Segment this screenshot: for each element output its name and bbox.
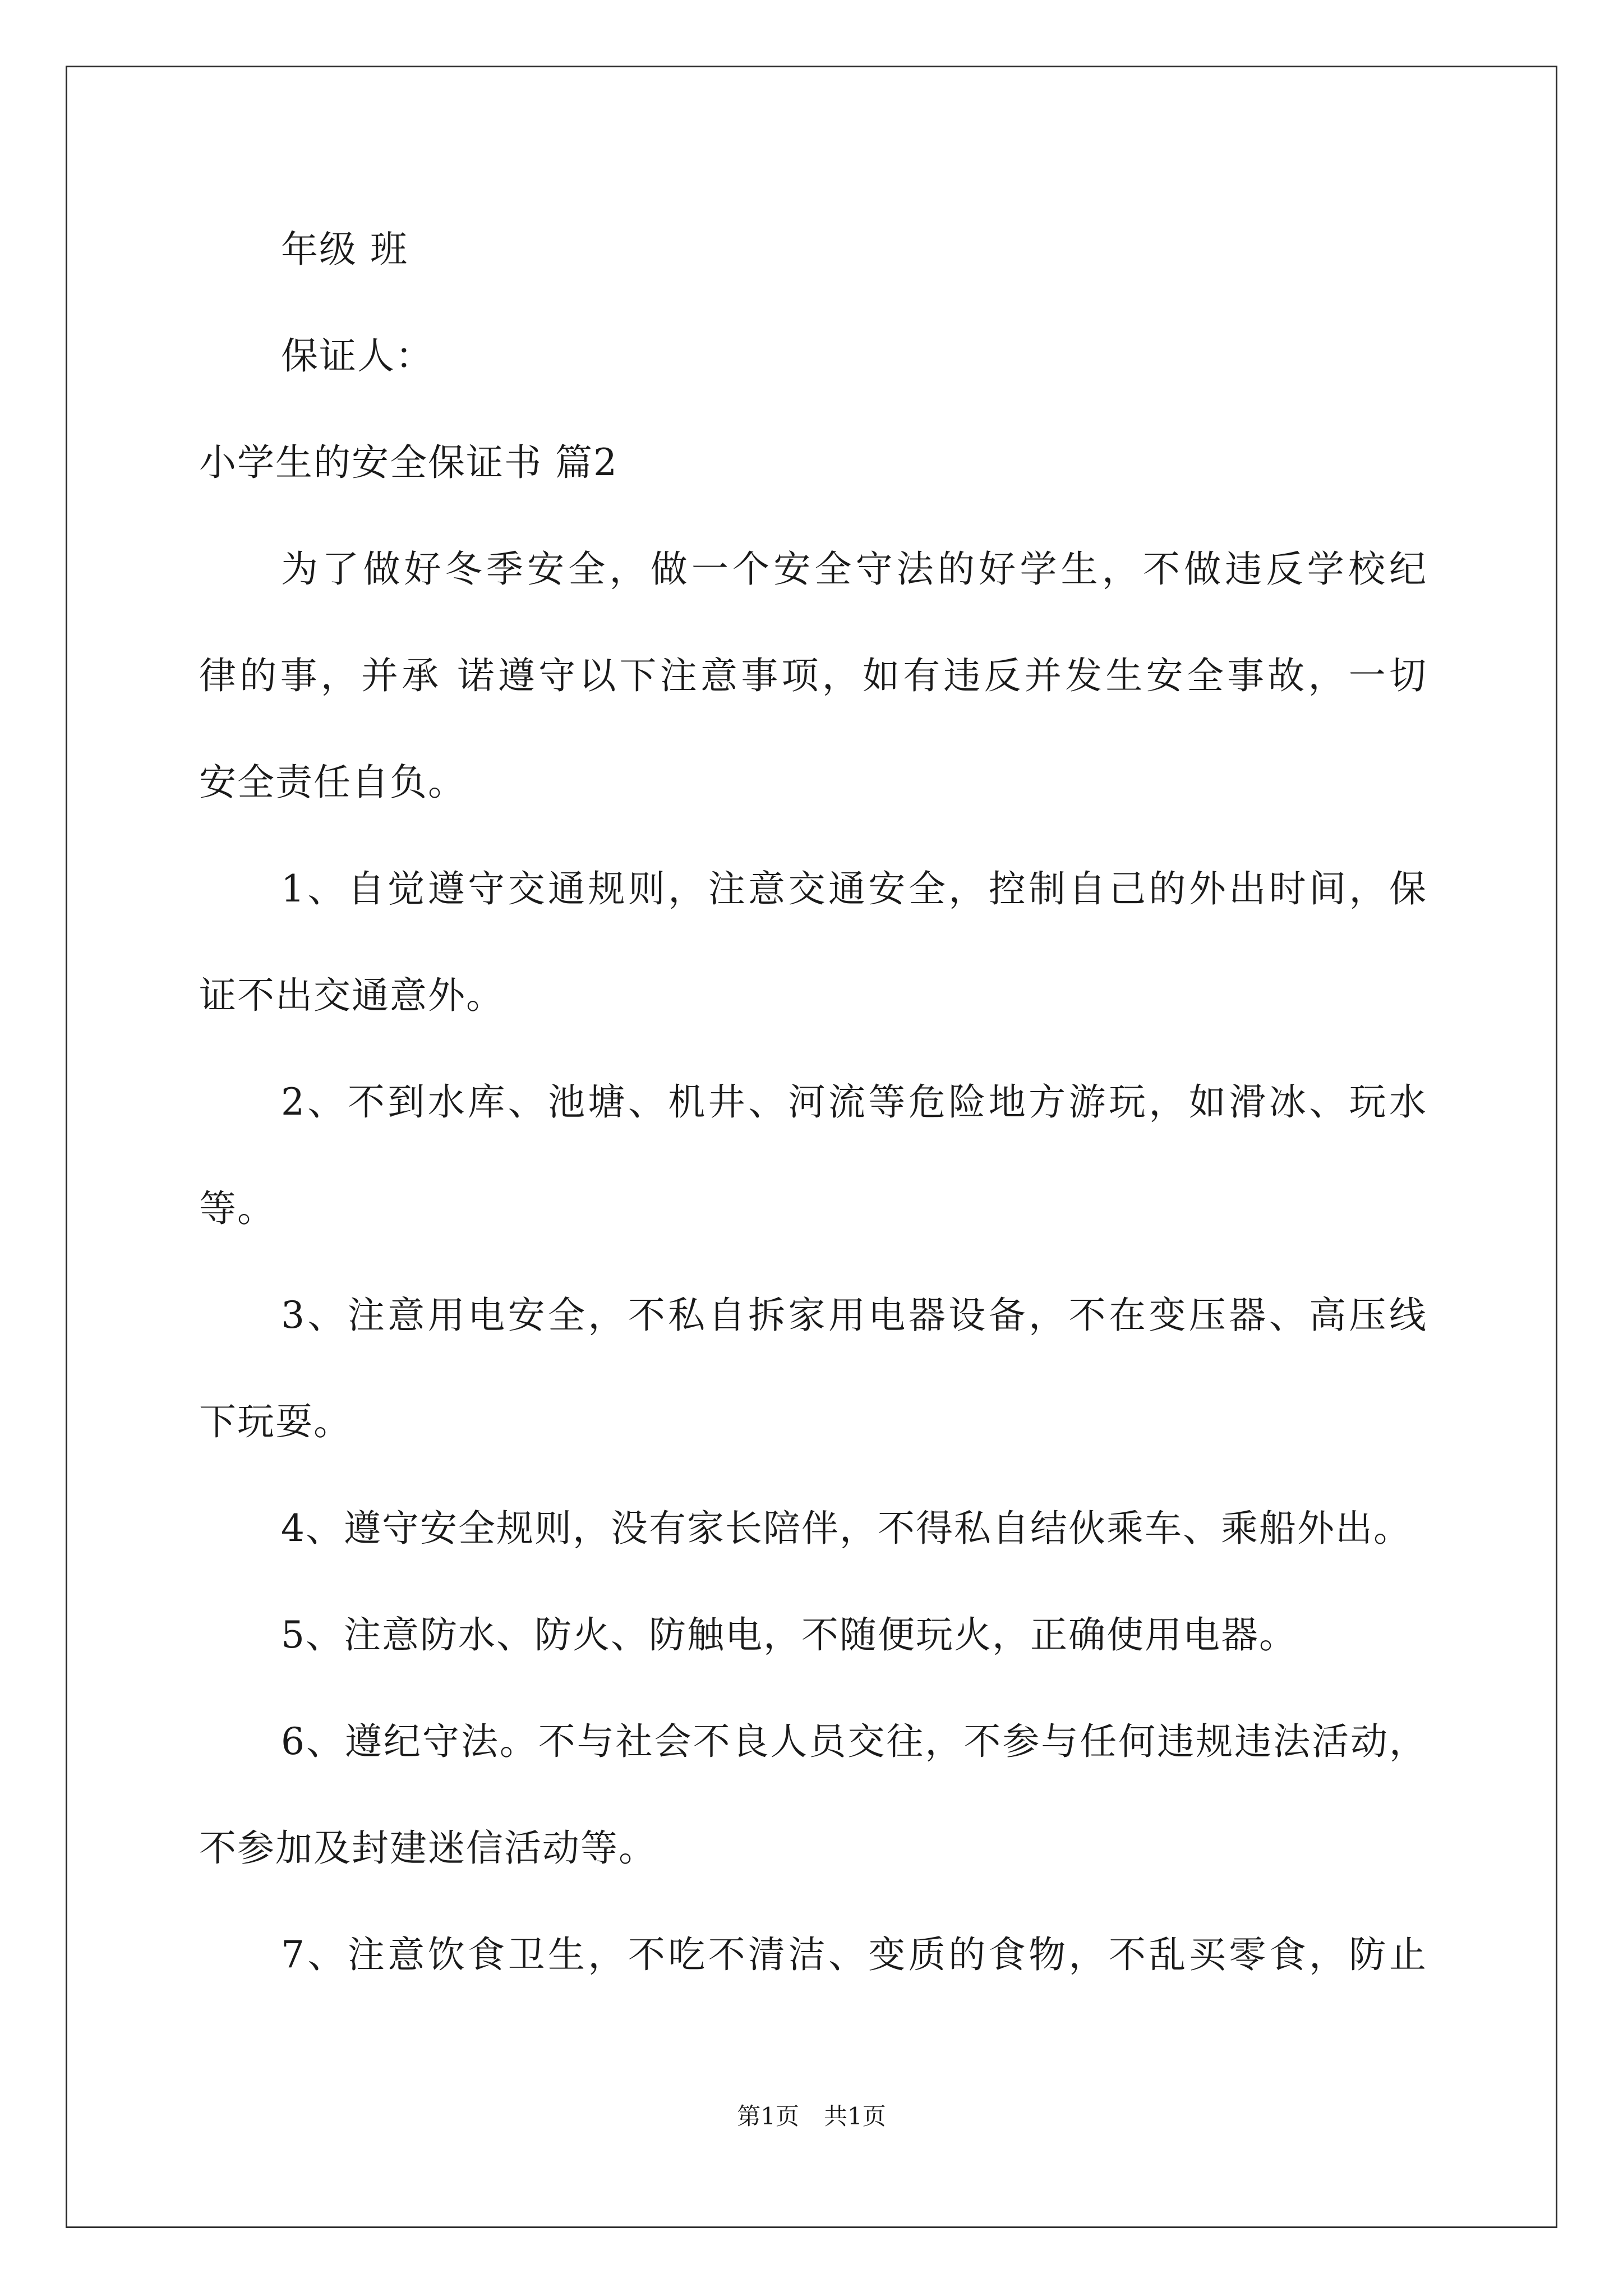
paragraph-line: 下玩耍。: [199, 1400, 352, 1443]
page-border: [66, 66, 1557, 2228]
guarantor-line: 保证人：: [281, 334, 434, 378]
paragraph-line: 3、注意用电安全，不私自拆家用电器设备，不在变压器、高压线: [281, 1294, 1427, 1337]
paragraph-line: 为了做好冬季安全，做一个安全守法的好学生，不做违反学校纪: [281, 547, 1427, 591]
paragraph-line: 等。: [199, 1187, 275, 1230]
page-footer: [0, 2102, 1623, 2131]
paragraph-line: 1、自觉遵守交通规则，注意交通安全，控制自己的外出时间，保: [281, 867, 1427, 910]
paragraph-line: 2、不到水库、池塘、机井、河流等危险地方游玩，如滑冰、玩水: [281, 1080, 1427, 1124]
paragraph-line: 7、注意饮食卫生，不吃不清洁、变质的食物，不乱买零食，防止: [281, 1933, 1427, 1976]
paragraph-line: 不参加及封建迷信活动等。: [199, 1826, 657, 1870]
paragraph-line: 4、遵守安全规则，没有家长陪伴，不得私自结伙乘车、乘船外出。: [281, 1507, 1412, 1550]
section-title: 小学生的安全保证书 篇2: [199, 441, 618, 484]
paragraph-line: 证不出交通意外。: [199, 974, 504, 1017]
paragraph-line: 律的事，并承 诺遵守以下注意事项，如有违反并发生安全事故，一切: [199, 654, 1427, 697]
paragraph-line: 安全责任自负。: [199, 761, 466, 804]
grade-class-line: 年级 班: [281, 228, 408, 271]
paragraph-line: 5、注意防水、防火、防触电，不随便玩火，正确使用电器。: [281, 1613, 1297, 1657]
page-number: 第1页: [737, 2102, 799, 2130]
page-total: 共1页: [824, 2102, 886, 2130]
paragraph-line: 6、遵纪守法。不与社会不良人员交往，不参与任何违规违法活动，: [281, 1720, 1427, 1763]
